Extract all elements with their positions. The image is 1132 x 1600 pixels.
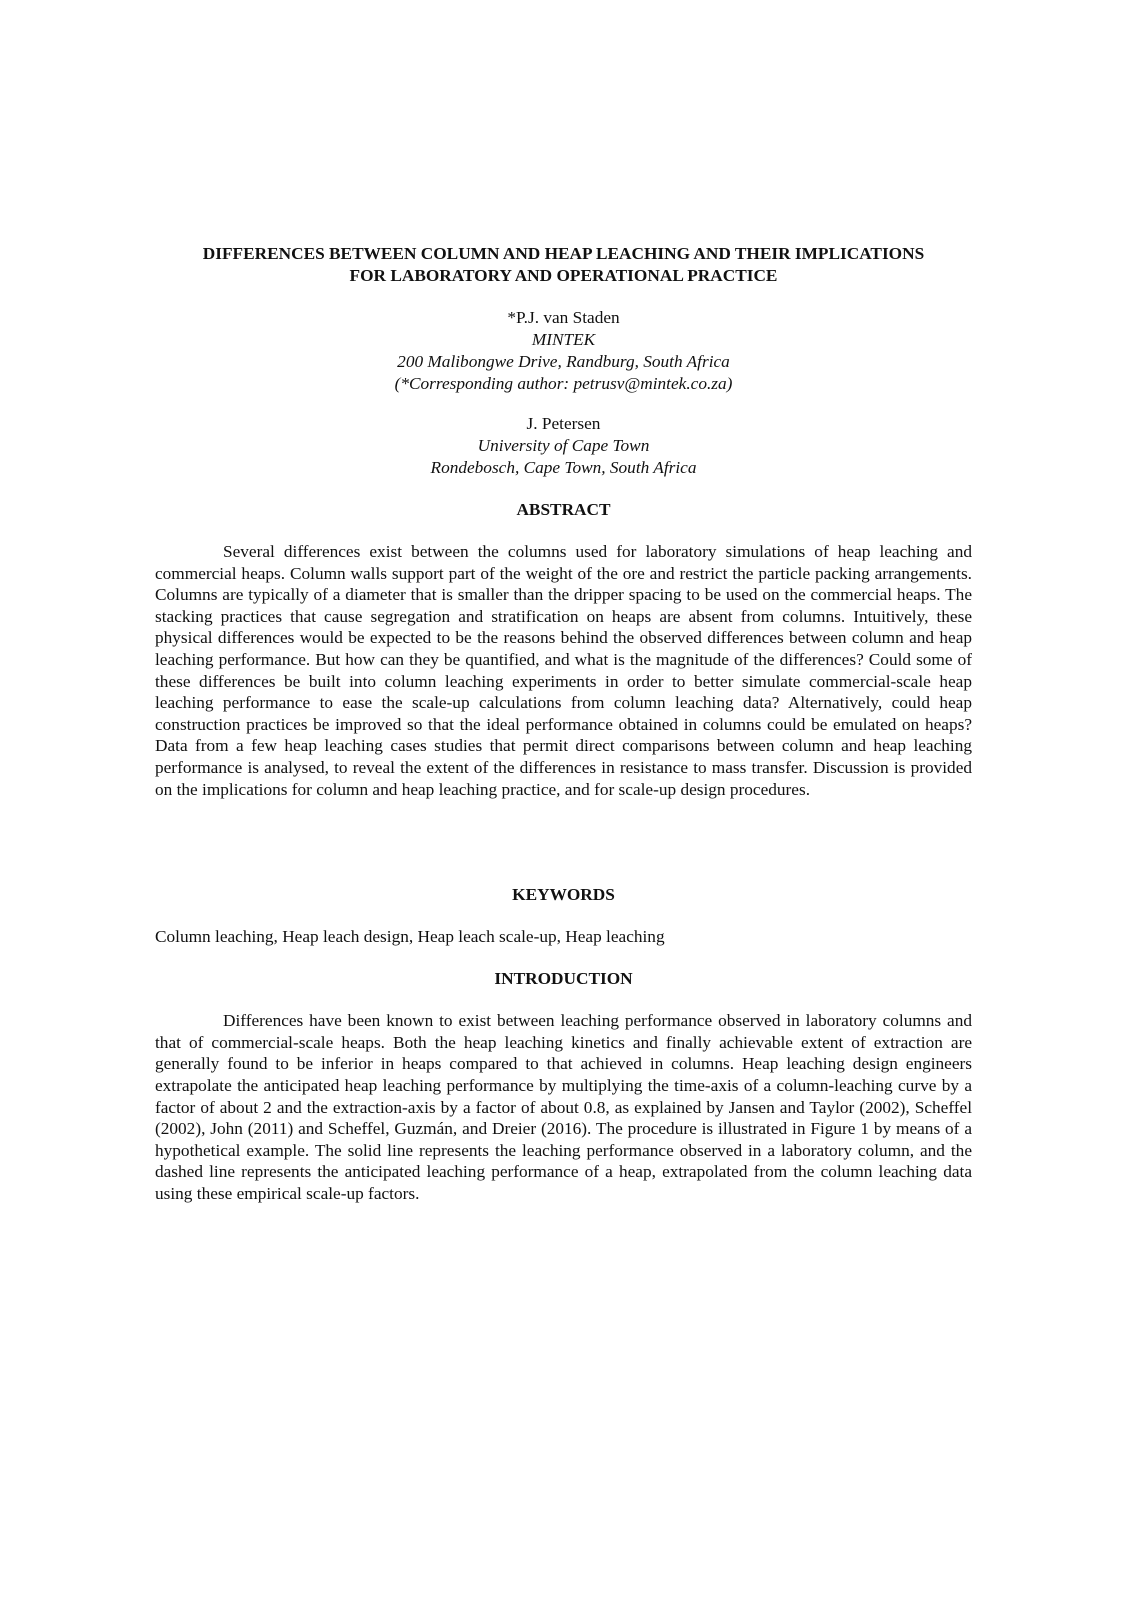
corresponding-author-note: (*Corresponding author: petrusv@mintek.co.za) bbox=[394, 374, 733, 393]
introduction-text: Differences have been known to exist between leaching performance observed in laboratory columns and that of commercial-scale heaps. Both the heap leaching kinetics and finally achievable extent of extraction are generally found to be inferior in heaps compared to that achieved in columns. Heap leaching design engineers extrapolate the anticipated heap leaching performance by multiplying the time-axis of a column-leaching curve by a factor of about 2 and the extraction-axis by a factor of about 0.8, as explained by Jansen and Taylor (2002), Scheffel (2002), John (2011) and Scheffel, Guzmán, and Dreier (2016). The procedure is illustrated in Figure 1 by means of a hypothetical example. The solid line represents the leaching performance observed in a laboratory column, and the dashed line represents the anticipated leaching performance of a heap, extrapolated from the column leaching data using these empirical scale-up factors. bbox=[155, 1011, 972, 1203]
abstract-text: Several differences exist between the columns used for laboratory simulations of heap leaching and commercial heaps. Column walls support part of the weight of the ore and restrict the particle packing arrangements. Columns are typically of a diameter that is smaller than the dripper spacing to be used on the commercial heaps. The stacking practices that cause segregation and stratification on heaps are absent from columns. Intuitively, these physical differences would be expected to be the reasons behind the observed differences between column and heap leaching performance. But how can they be quantified, and what is the magnitude of the differences? Could some of these differences be built into column leaching experiments in order to better simulate commercial-scale heap leaching performance to ease the scale-up calculations from column leaching data? Alternatively, could heap construction practices be improved so that the ideal performance obtained in columns could be emulated on heaps? Data from a few heap leaching cases studies that permit direct comparisons between column and heap leaching performance is analysed, to reveal the extent of the differences in resistance to mass transfer. Discussion is provided on the implications for column and heap leaching practice, and for scale-up design procedures. bbox=[155, 542, 972, 799]
paper-title-line-2: FOR LABORATORY AND OPERATIONAL PRACTICE bbox=[349, 266, 778, 285]
author-affiliation: University of Cape Town bbox=[477, 436, 650, 455]
author-affiliation: MINTEK bbox=[531, 330, 596, 349]
paper-title-line-1: DIFFERENCES BETWEEN COLUMN AND HEAP LEACHING AND THEIR IMPLICATIONS bbox=[202, 244, 925, 263]
author-block-1 bbox=[155, 307, 972, 395]
author-name: *P.J. van Staden bbox=[507, 308, 620, 327]
introduction-heading: INTRODUCTION bbox=[494, 969, 633, 989]
author-address: Rondebosch, Cape Town, South Africa bbox=[430, 458, 697, 477]
paper-page bbox=[155, 243, 972, 1204]
paper-title bbox=[155, 243, 972, 287]
author-address: 200 Malibongwe Drive, Randburg, South Africa bbox=[397, 352, 730, 371]
abstract-heading: ABSTRACT bbox=[516, 500, 611, 519]
author-name: J. Petersen bbox=[526, 414, 601, 433]
keywords-text: Column leaching, Heap leach design, Heap leach scale-up, Heap leaching bbox=[155, 927, 665, 947]
author-block-2 bbox=[155, 413, 972, 479]
keywords-heading: KEYWORDS bbox=[512, 885, 615, 905]
